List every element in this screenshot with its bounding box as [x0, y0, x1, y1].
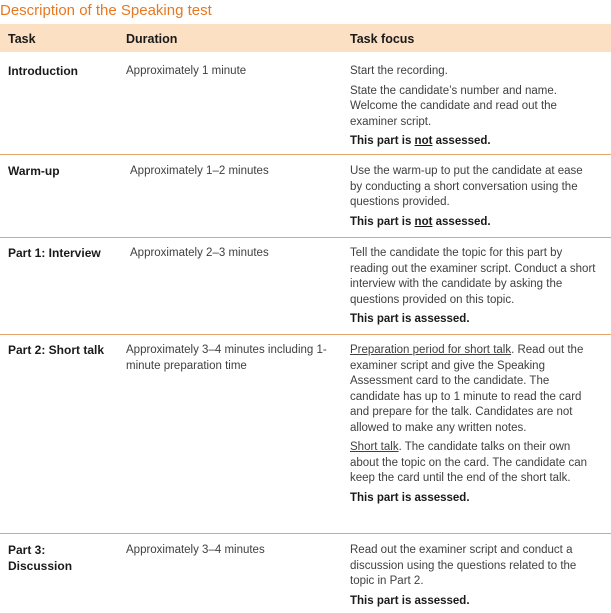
- focus-cell: [350, 164, 595, 234]
- header-task: Task: [8, 32, 36, 46]
- task-cell: Warm-up: [8, 164, 60, 178]
- header-focus: Task focus: [350, 32, 415, 46]
- focus-cell: [350, 543, 600, 613]
- assessment-note: This part is assessed.: [350, 313, 470, 325]
- assessment-note: This part is not assessed.: [350, 135, 491, 147]
- focus-cell: [350, 343, 600, 510]
- page-title: Description of the Speaking test: [0, 2, 212, 19]
- table-header-row: [0, 24, 611, 52]
- focus-cell: [350, 246, 600, 332]
- duration-cell: Approximately 2–3 minutes: [130, 247, 269, 259]
- row-divider: [0, 237, 611, 238]
- duration-cell: Approximately 3–4 minutes: [126, 544, 265, 556]
- task-cell: Part 2: Short talk: [8, 343, 105, 357]
- task-cell: Introduction: [8, 64, 78, 78]
- duration-cell: Approximately 1 minute: [126, 65, 247, 77]
- focus-text: Preparation period for short talk. Read out the examiner script and give the Speaking Assessment card to the candidate. The candidate has up to 1 minute to read the card and prepare for the talk. Candidates are not allowed to make any written notes.: [350, 344, 584, 434]
- row-divider: [0, 154, 611, 155]
- focus-text: Read out the examiner script and conduct a discussion using the questions related to the topic in Part 2.: [350, 544, 577, 587]
- header-duration: Duration: [126, 32, 178, 46]
- row-divider: [0, 334, 611, 335]
- task-cell: Part 3: Discussion: [8, 543, 73, 573]
- focus-text: Use the warm-up to put the candidate at ease by conducting a short conversation using the questions provided.: [350, 165, 583, 208]
- assessment-note: This part is assessed.: [350, 491, 470, 504]
- focus-text: Start the recording.: [350, 65, 448, 77]
- duration-cell: Approximately 3–4 minutes including 1-minute preparation time: [126, 344, 327, 372]
- task-cell: Part 1: Interview: [8, 246, 101, 260]
- focus-cell: [350, 64, 595, 154]
- assessment-note: This part is assessed.: [350, 594, 470, 607]
- focus-text: Short talk. The candidate talks on their own about the topic on the card. The candidate can keep the card until the end of the short talk.: [350, 441, 587, 484]
- assessment-note: This part is not assessed.: [350, 215, 491, 228]
- duration-cell: Approximately 1–2 minutes: [130, 165, 269, 177]
- focus-text: State the candidate’s number and name. Welcome the candidate and read out the examiner script.: [350, 84, 557, 128]
- row-divider: [0, 533, 611, 534]
- focus-text: Tell the candidate the topic for this part by reading out the examiner script. Conduct a short interview with the candidate by asking the questions provided on this topic.: [350, 247, 596, 306]
